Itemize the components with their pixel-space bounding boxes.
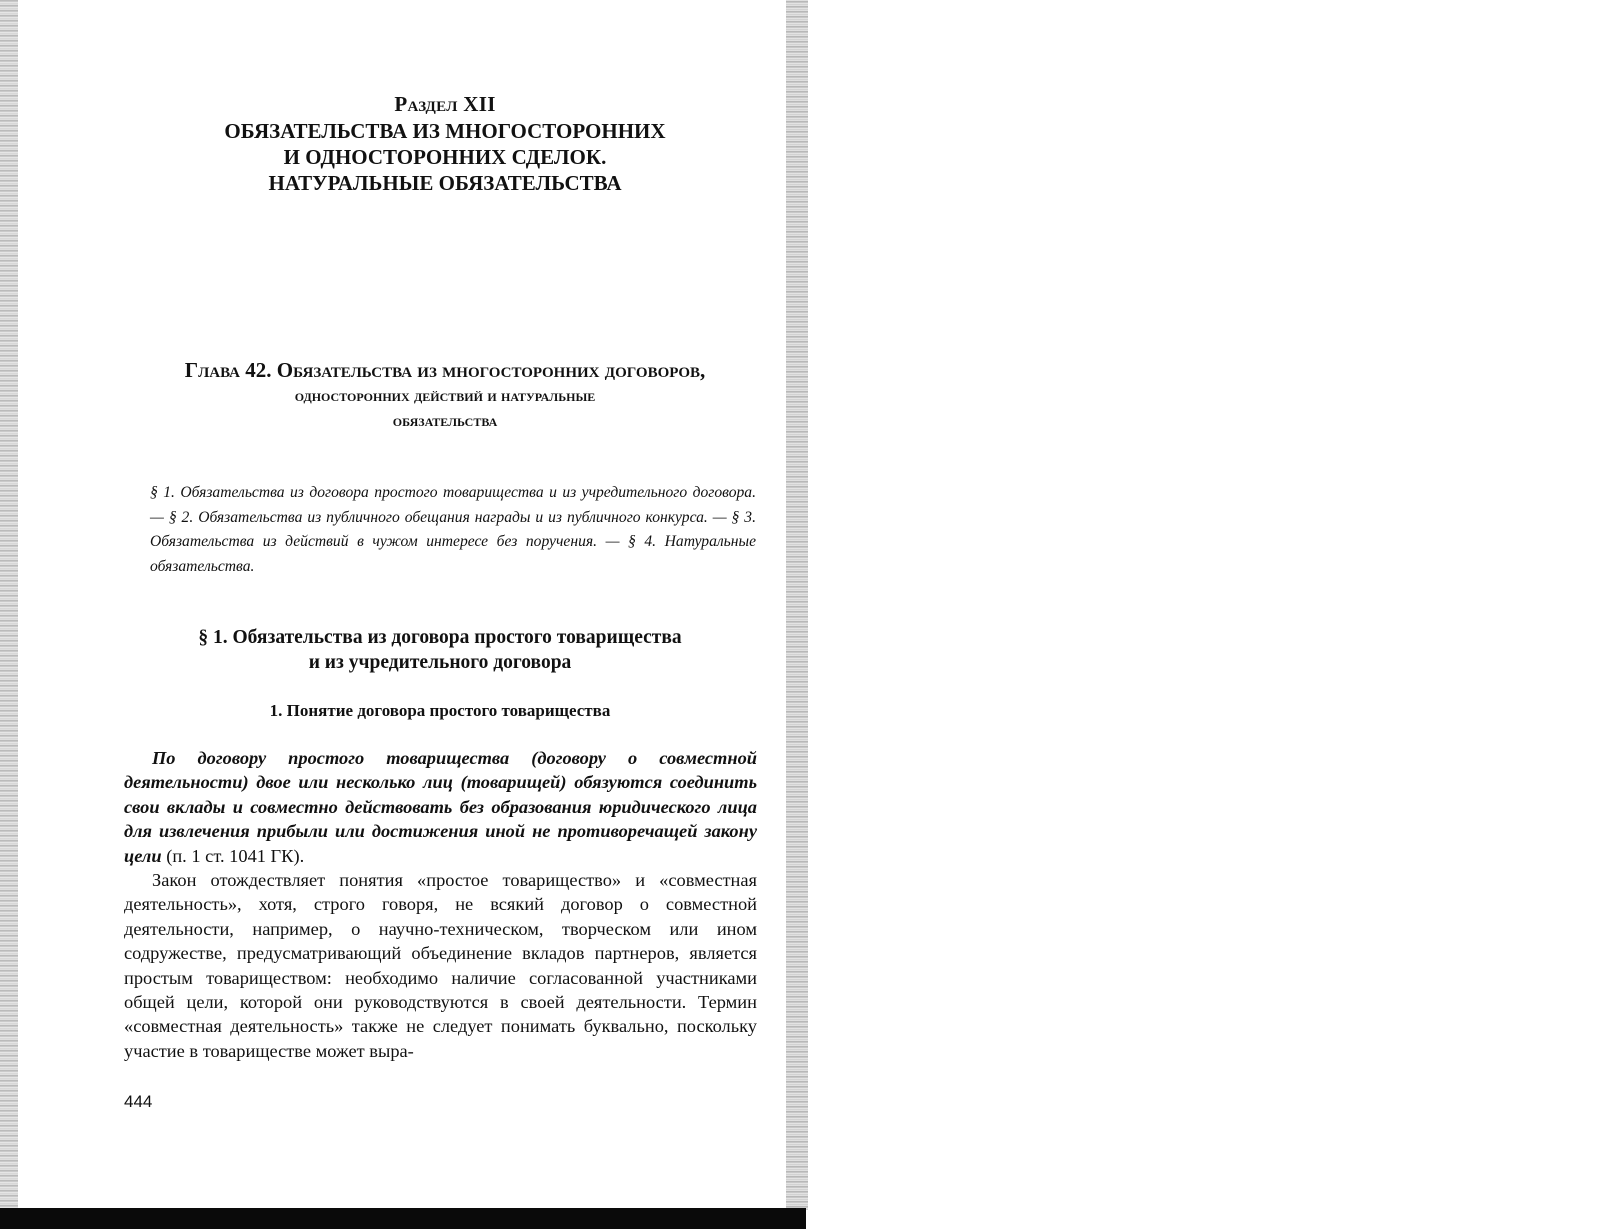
subsection-heading: 1. Понятие договора простого товарищества [269,701,611,720]
chapter-title-line: обязательства [392,410,498,430]
section-heading-line: и из учредительного договора [308,652,572,673]
definition-paragraph [124,746,757,868]
book-gutter-shadow [786,0,808,1210]
scan-border [0,1208,806,1229]
definition-reference: (п. 1 ст. 1041 ГК). [161,845,305,866]
chapter-contents: § 1. Обязательства из договора простого товарищества и из учредительного договора. — § 2. Обязательства из публичного обещания награды и из публичного конкурса. — § 3. Обязательства из действий в чужом интересе без поручения. — § 4. Натуральные обязательства. [150,484,756,575]
chapter-label: Глава 42. [184,358,272,382]
definition-text: По договору простого товарищества (договору о совместной деятельности) двое или несколько лиц (товарищей) обязуются соединить свои вклады и совместно действовать без образования юридического лица для извлечения прибыли или достижения иной не противоречащей закону цели [124,748,757,866]
part-label: Раздел XII [394,92,496,116]
chapter-title-line: односторонних действий и натуральные [294,385,596,405]
chapter-heading [130,358,760,433]
part-title-line: НАТУРАЛЬНЫЕ ОБЯЗАТЕЛЬСТВА [268,171,622,195]
page-number: 444 [124,1092,153,1111]
body-text [124,746,757,1063]
section-heading-line: § 1. Обязательства из договора простого товарищества [198,627,682,648]
chapter-title-start: Обязательства из многосторонних договоров, [276,358,706,382]
part-title [120,118,770,196]
text-paragraph: Закон отождествляет понятия «простое товарищество» и «совместная деятельность», хотя, строго говоря, не всякий договор о совместной деятельности, например, о научно-техническом, творческом или ином содружестве, предусматривающий объединение вкладов партнеров, является простым товариществом: необходимо наличие согласованной участниками общей цели, которой они руководствуются в своей деятельности. Термин «совместная деятельность» также не следует понимать буквально, поскольку участие в товариществе может выра- [124,870,757,1061]
chapter-heading-line [130,358,760,383]
book-page [0,0,786,1208]
part-title-line: И ОДНОСТОРОННИХ СДЕЛОК. [283,145,607,169]
section-heading [130,625,750,675]
part-title-line: ОБЯЗАТЕЛЬСТВА ИЗ МНОГОСТОРОННИХ [224,119,666,143]
